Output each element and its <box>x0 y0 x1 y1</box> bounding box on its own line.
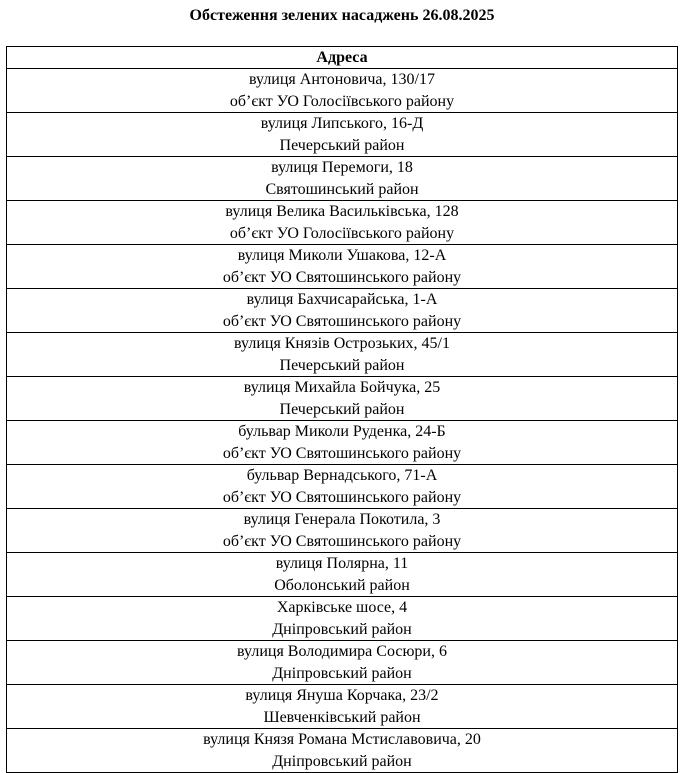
address-cell <box>7 157 678 201</box>
document-title: Обстеження зелених насаджень 26.08.2025 <box>189 7 495 24</box>
district-name: об’єкт УО Святошинського району <box>222 268 462 286</box>
table-row <box>7 509 678 553</box>
street-address: вулиця Липського, 16-Д <box>260 115 424 132</box>
address-cell <box>7 597 678 641</box>
address-cell <box>7 641 678 685</box>
table-header-row <box>7 47 678 69</box>
address-cell <box>7 685 678 729</box>
address-cell <box>7 421 678 465</box>
district-name: об’єкт УО Святошинського району <box>222 444 462 462</box>
district-name: Печерський район <box>279 136 405 154</box>
street-address: вулиця Миколи Ушакова, 12-А <box>237 247 447 264</box>
address-cell <box>7 289 678 333</box>
street-address: Харківське шосе, 4 <box>276 599 408 616</box>
table-row <box>7 597 678 641</box>
street-address: бульвар Вернадського, 71-А <box>246 467 438 484</box>
street-address: бульвар Миколи Руденка, 24-Б <box>238 423 446 440</box>
address-table <box>6 46 678 773</box>
address-cell <box>7 113 678 157</box>
address-cell <box>7 509 678 553</box>
district-name: об’єкт УО Святошинського району <box>222 488 462 506</box>
district-name: Дніпровський район <box>272 620 412 638</box>
district-name: Оболонський район <box>274 576 410 594</box>
street-address: вулиця Князя Романа Мстиславовича, 20 <box>203 731 481 748</box>
table-row <box>7 245 678 289</box>
address-cell <box>7 333 678 377</box>
street-address: вулиця Антоновича, 130/17 <box>249 71 435 88</box>
table-row <box>7 113 678 157</box>
district-name: об’єкт УО Святошинського району <box>222 532 462 550</box>
table-row <box>7 685 678 729</box>
street-address: вулиця Михайла Бойчука, 25 <box>243 379 441 396</box>
street-address: вулиця Володимира Сосюри, 6 <box>237 643 447 660</box>
table-row <box>7 641 678 685</box>
table-row <box>7 333 678 377</box>
table-row <box>7 729 678 773</box>
table-row <box>7 421 678 465</box>
address-cell <box>7 377 678 421</box>
district-name: об’єкт УО Голосіївського району <box>229 92 455 110</box>
street-address: вулиця Генерала Покотила, 3 <box>243 511 441 528</box>
district-name: Дніпровський район <box>272 664 412 682</box>
district-name: Шевченківський район <box>263 708 421 726</box>
street-address: вулиця Януша Корчака, 23/2 <box>245 687 439 704</box>
address-cell <box>7 465 678 509</box>
address-cell <box>7 69 678 113</box>
district-name: Печерський район <box>279 356 405 374</box>
district-name: об’єкт УО Голосіївського району <box>229 224 455 242</box>
street-address: вулиця Бахчисарайська, 1-А <box>246 291 438 308</box>
address-cell <box>7 553 678 597</box>
address-cell <box>7 201 678 245</box>
district-name: Дніпровський район <box>272 752 412 770</box>
table-row <box>7 465 678 509</box>
table-row <box>7 69 678 113</box>
street-address: вулиця Князів Острозьких, 45/1 <box>234 335 450 352</box>
street-address: вулиця Велика Васильківська, 128 <box>225 203 459 220</box>
table-body <box>7 69 678 773</box>
table-row <box>7 157 678 201</box>
district-name: Святошинський район <box>265 180 419 198</box>
district-name: Печерський район <box>279 400 405 418</box>
column-header-address: Адреса <box>7 47 678 69</box>
table-row <box>7 553 678 597</box>
street-address: вулиця Перемоги, 18 <box>271 159 413 176</box>
table-row <box>7 201 678 245</box>
address-cell <box>7 729 678 773</box>
table-row <box>7 377 678 421</box>
street-address: вулиця Полярна, 11 <box>275 555 409 572</box>
table-row <box>7 289 678 333</box>
district-name: об’єкт УО Святошинського району <box>222 312 462 330</box>
address-cell <box>7 245 678 289</box>
